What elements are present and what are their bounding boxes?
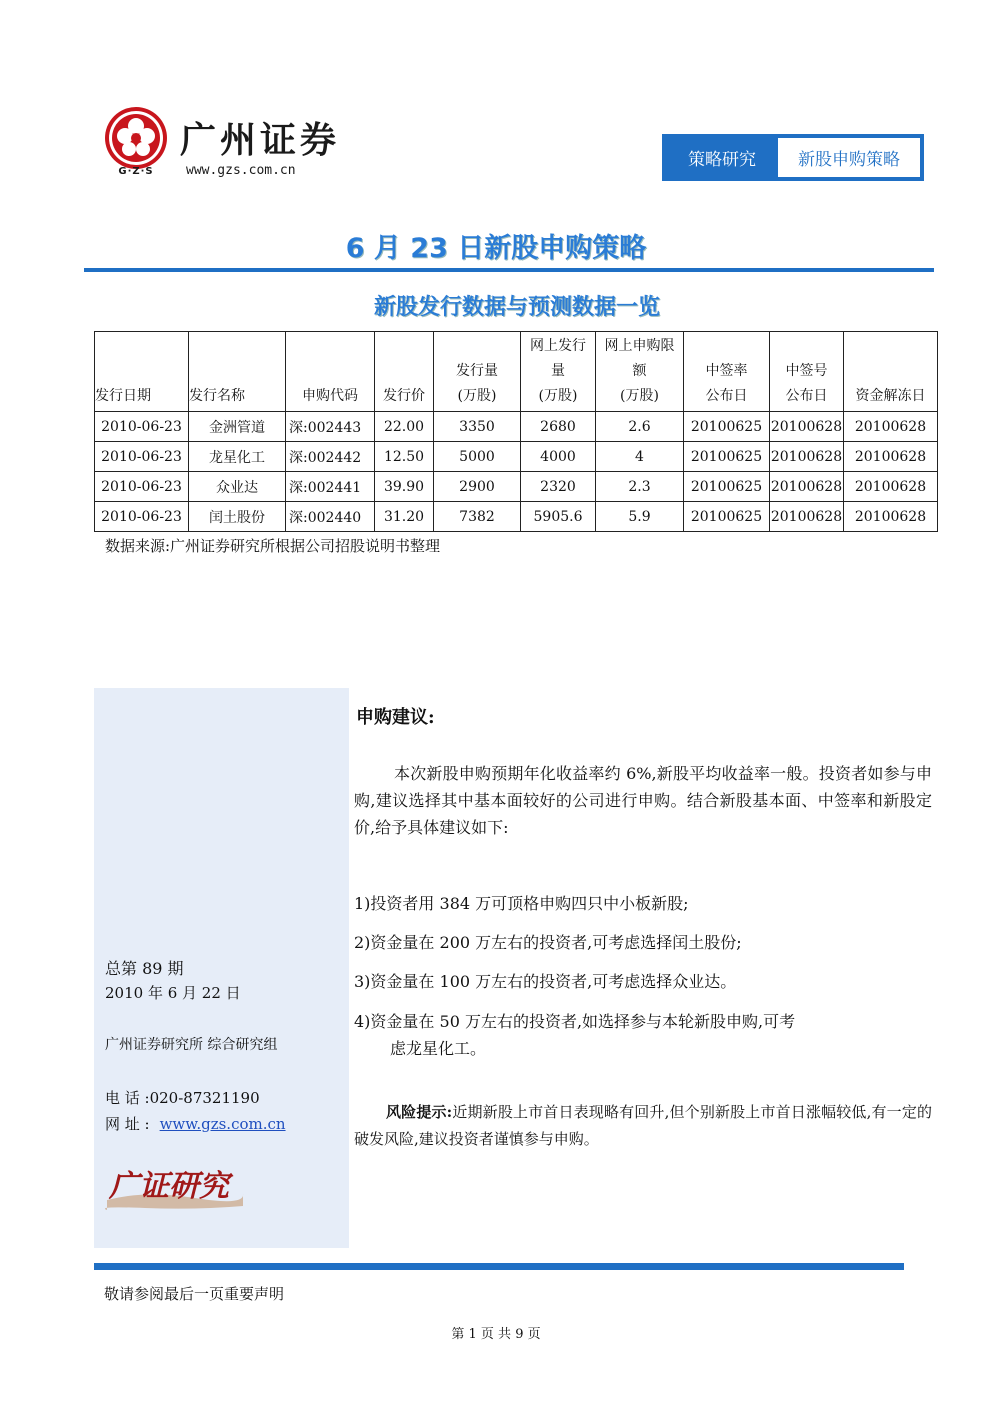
table-row xyxy=(95,412,938,442)
header-online-limit-line3: (万股) xyxy=(620,388,659,404)
cell-unfreeze-date: 20100628 xyxy=(844,442,938,472)
page-number: 第 1 页 共 9 页 xyxy=(451,1327,541,1342)
table-row xyxy=(95,502,938,532)
report-category-tag xyxy=(662,134,924,181)
cell-online-limit: 2.6 xyxy=(596,412,684,442)
cell-code: 深:002440 xyxy=(286,502,375,532)
cell-price: 31.20 xyxy=(375,502,434,532)
cell-name: 众业达 xyxy=(189,472,286,502)
header-date: 发行日期 xyxy=(95,332,189,412)
header-issue-volume-line2: (万股) xyxy=(457,388,497,404)
cell-online-volume: 4000 xyxy=(521,442,596,472)
data-source-note: 数据来源:广州证券研究所根据公司招股说明书整理 xyxy=(105,537,441,555)
header-number-date-line2: 公布日 xyxy=(785,388,828,404)
tag-ipo-strategy: 新股申购策略 xyxy=(778,138,920,177)
cell-ratio-date: 20100625 xyxy=(684,442,770,472)
recommendation-item: 1)投资者用 384 万可顶格申购四只中小板新股; xyxy=(354,894,689,913)
cell-online-volume: 5905.6 xyxy=(521,502,596,532)
header-ratio-date-line2: 公布日 xyxy=(705,388,748,404)
contact-website xyxy=(105,1113,286,1134)
header-code: 申购代码 xyxy=(286,332,375,412)
header-number-date-line1: 中签号 xyxy=(785,363,828,379)
cell-date: 2010-06-23 xyxy=(95,502,189,532)
logo-abbreviation: G·Z·S xyxy=(118,166,154,177)
cell-number-date: 20100628 xyxy=(770,442,844,472)
cell-online-limit: 4 xyxy=(596,442,684,472)
cell-issue-volume: 3350 xyxy=(434,412,521,442)
cell-number-date: 20100628 xyxy=(770,472,844,502)
header-issue-volume-line1: 发行量 xyxy=(456,363,498,379)
cell-price: 12.50 xyxy=(375,442,434,472)
company-name: 广州证券 xyxy=(180,120,341,161)
cell-ratio-date: 20100625 xyxy=(684,502,770,532)
recommendation-paragraph: 本次新股申购预期年化收益率约 6%,新股平均收益率一般。投资者如参与申购,建议选择其中基本面较好的公司进行申购。结合新股基本面、中签率和新股定价,给予具体建议如下: xyxy=(354,764,932,837)
issue-number: 总第 89 期 xyxy=(105,959,184,978)
title-divider xyxy=(84,268,934,272)
cell-unfreeze-date: 20100628 xyxy=(844,502,938,532)
header-price: 发行价 xyxy=(375,332,434,412)
cell-unfreeze-date: 20100628 xyxy=(844,412,938,442)
cell-code: 深:002442 xyxy=(286,442,375,472)
table-row xyxy=(95,442,938,472)
page-title: 6 月 23 日新股申购策略 xyxy=(345,233,647,264)
issue-date: 2010 年 6 月 22 日 xyxy=(105,984,241,1002)
cell-price: 22.00 xyxy=(375,412,434,442)
cell-price: 39.90 xyxy=(375,472,434,502)
cell-number-date: 20100628 xyxy=(770,502,844,532)
cell-date: 2010-06-23 xyxy=(95,412,189,442)
cell-name: 龙星化工 xyxy=(189,442,286,472)
header-ratio-date-line1: 中签率 xyxy=(705,363,748,379)
cell-name: 闰土股份 xyxy=(189,502,286,532)
header-ratio-date xyxy=(684,332,770,412)
company-url: www.gzs.com.cn xyxy=(186,163,296,178)
header-online-volume-line1: 网上发行 xyxy=(530,338,586,354)
disclaimer-note: 敬请参阅最后一页重要声明 xyxy=(104,1285,285,1303)
cell-issue-volume: 7382 xyxy=(434,502,521,532)
recommendation-item: 3)资金量在 100 万左右的投资者,可考虑选择众业达。 xyxy=(354,972,737,991)
risk-text: 近期新股上市首日表现略有回升,但个别新股上市首日涨幅较低,有一定的破发风险,建议投资者谨慎参与申购。 xyxy=(354,1103,932,1148)
cell-date: 2010-06-23 xyxy=(95,442,189,472)
header-online-limit-line2: 额 xyxy=(632,363,647,379)
risk-label: 风险提示: xyxy=(386,1103,453,1121)
website-label: 网 址 : xyxy=(105,1115,150,1133)
cell-name: 金洲管道 xyxy=(189,412,286,442)
recommendation-item: 4)资金量在 50 万左右的投资者,如选择参与本轮新股申购,可考 xyxy=(354,1012,796,1031)
risk-warning xyxy=(354,1099,932,1153)
header-online-limit-line1: 网上申购限 xyxy=(604,338,675,354)
recommendation-heading: 申购建议: xyxy=(356,707,435,728)
recommendation-item-continuation: 虑龙星化工。 xyxy=(390,1039,487,1058)
cell-number-date: 20100628 xyxy=(770,412,844,442)
cell-online-limit: 2.3 xyxy=(596,472,684,502)
table-title: 新股发行数据与预测数据一览 xyxy=(373,294,660,320)
cell-online-volume: 2320 xyxy=(521,472,596,502)
ipo-data-table xyxy=(94,331,938,532)
header-issue-volume xyxy=(434,332,521,412)
header-unfreeze-date: 资金解冻日 xyxy=(844,332,938,412)
company-logo xyxy=(104,106,168,170)
cell-code: 深:002443 xyxy=(286,412,375,442)
footer-divider xyxy=(94,1263,904,1270)
svg-text:广证研究: 广证研究 xyxy=(109,1169,229,1204)
cell-ratio-date: 20100625 xyxy=(684,412,770,442)
tag-strategy-research: 策略研究 xyxy=(688,150,756,170)
cell-ratio-date: 20100625 xyxy=(684,472,770,502)
cell-code: 深:002441 xyxy=(286,472,375,502)
header-online-volume xyxy=(521,332,596,412)
research-logo xyxy=(105,1160,245,1212)
header-number-date xyxy=(770,332,844,412)
recommendation-item: 2)资金量在 200 万左右的投资者,可考虑选择闰土股份; xyxy=(354,933,742,952)
website-link[interactable]: www.gzs.com.cn xyxy=(159,1115,286,1133)
research-organization: 广州证券研究所 综合研究组 xyxy=(105,1037,278,1053)
cell-online-limit: 5.9 xyxy=(596,502,684,532)
header-name: 发行名称 xyxy=(189,332,286,412)
header-online-limit xyxy=(596,332,684,412)
header-online-volume-line3: (万股) xyxy=(538,388,578,404)
contact-phone: 电 话 :020-87321190 xyxy=(105,1089,260,1107)
cell-date: 2010-06-23 xyxy=(95,472,189,502)
cell-issue-volume: 5000 xyxy=(434,442,521,472)
table-row xyxy=(95,472,938,502)
cell-issue-volume: 2900 xyxy=(434,472,521,502)
header-online-volume-line2: 量 xyxy=(551,363,565,379)
table-header-row xyxy=(95,332,938,412)
cell-online-volume: 2680 xyxy=(521,412,596,442)
cell-unfreeze-date: 20100628 xyxy=(844,472,938,502)
